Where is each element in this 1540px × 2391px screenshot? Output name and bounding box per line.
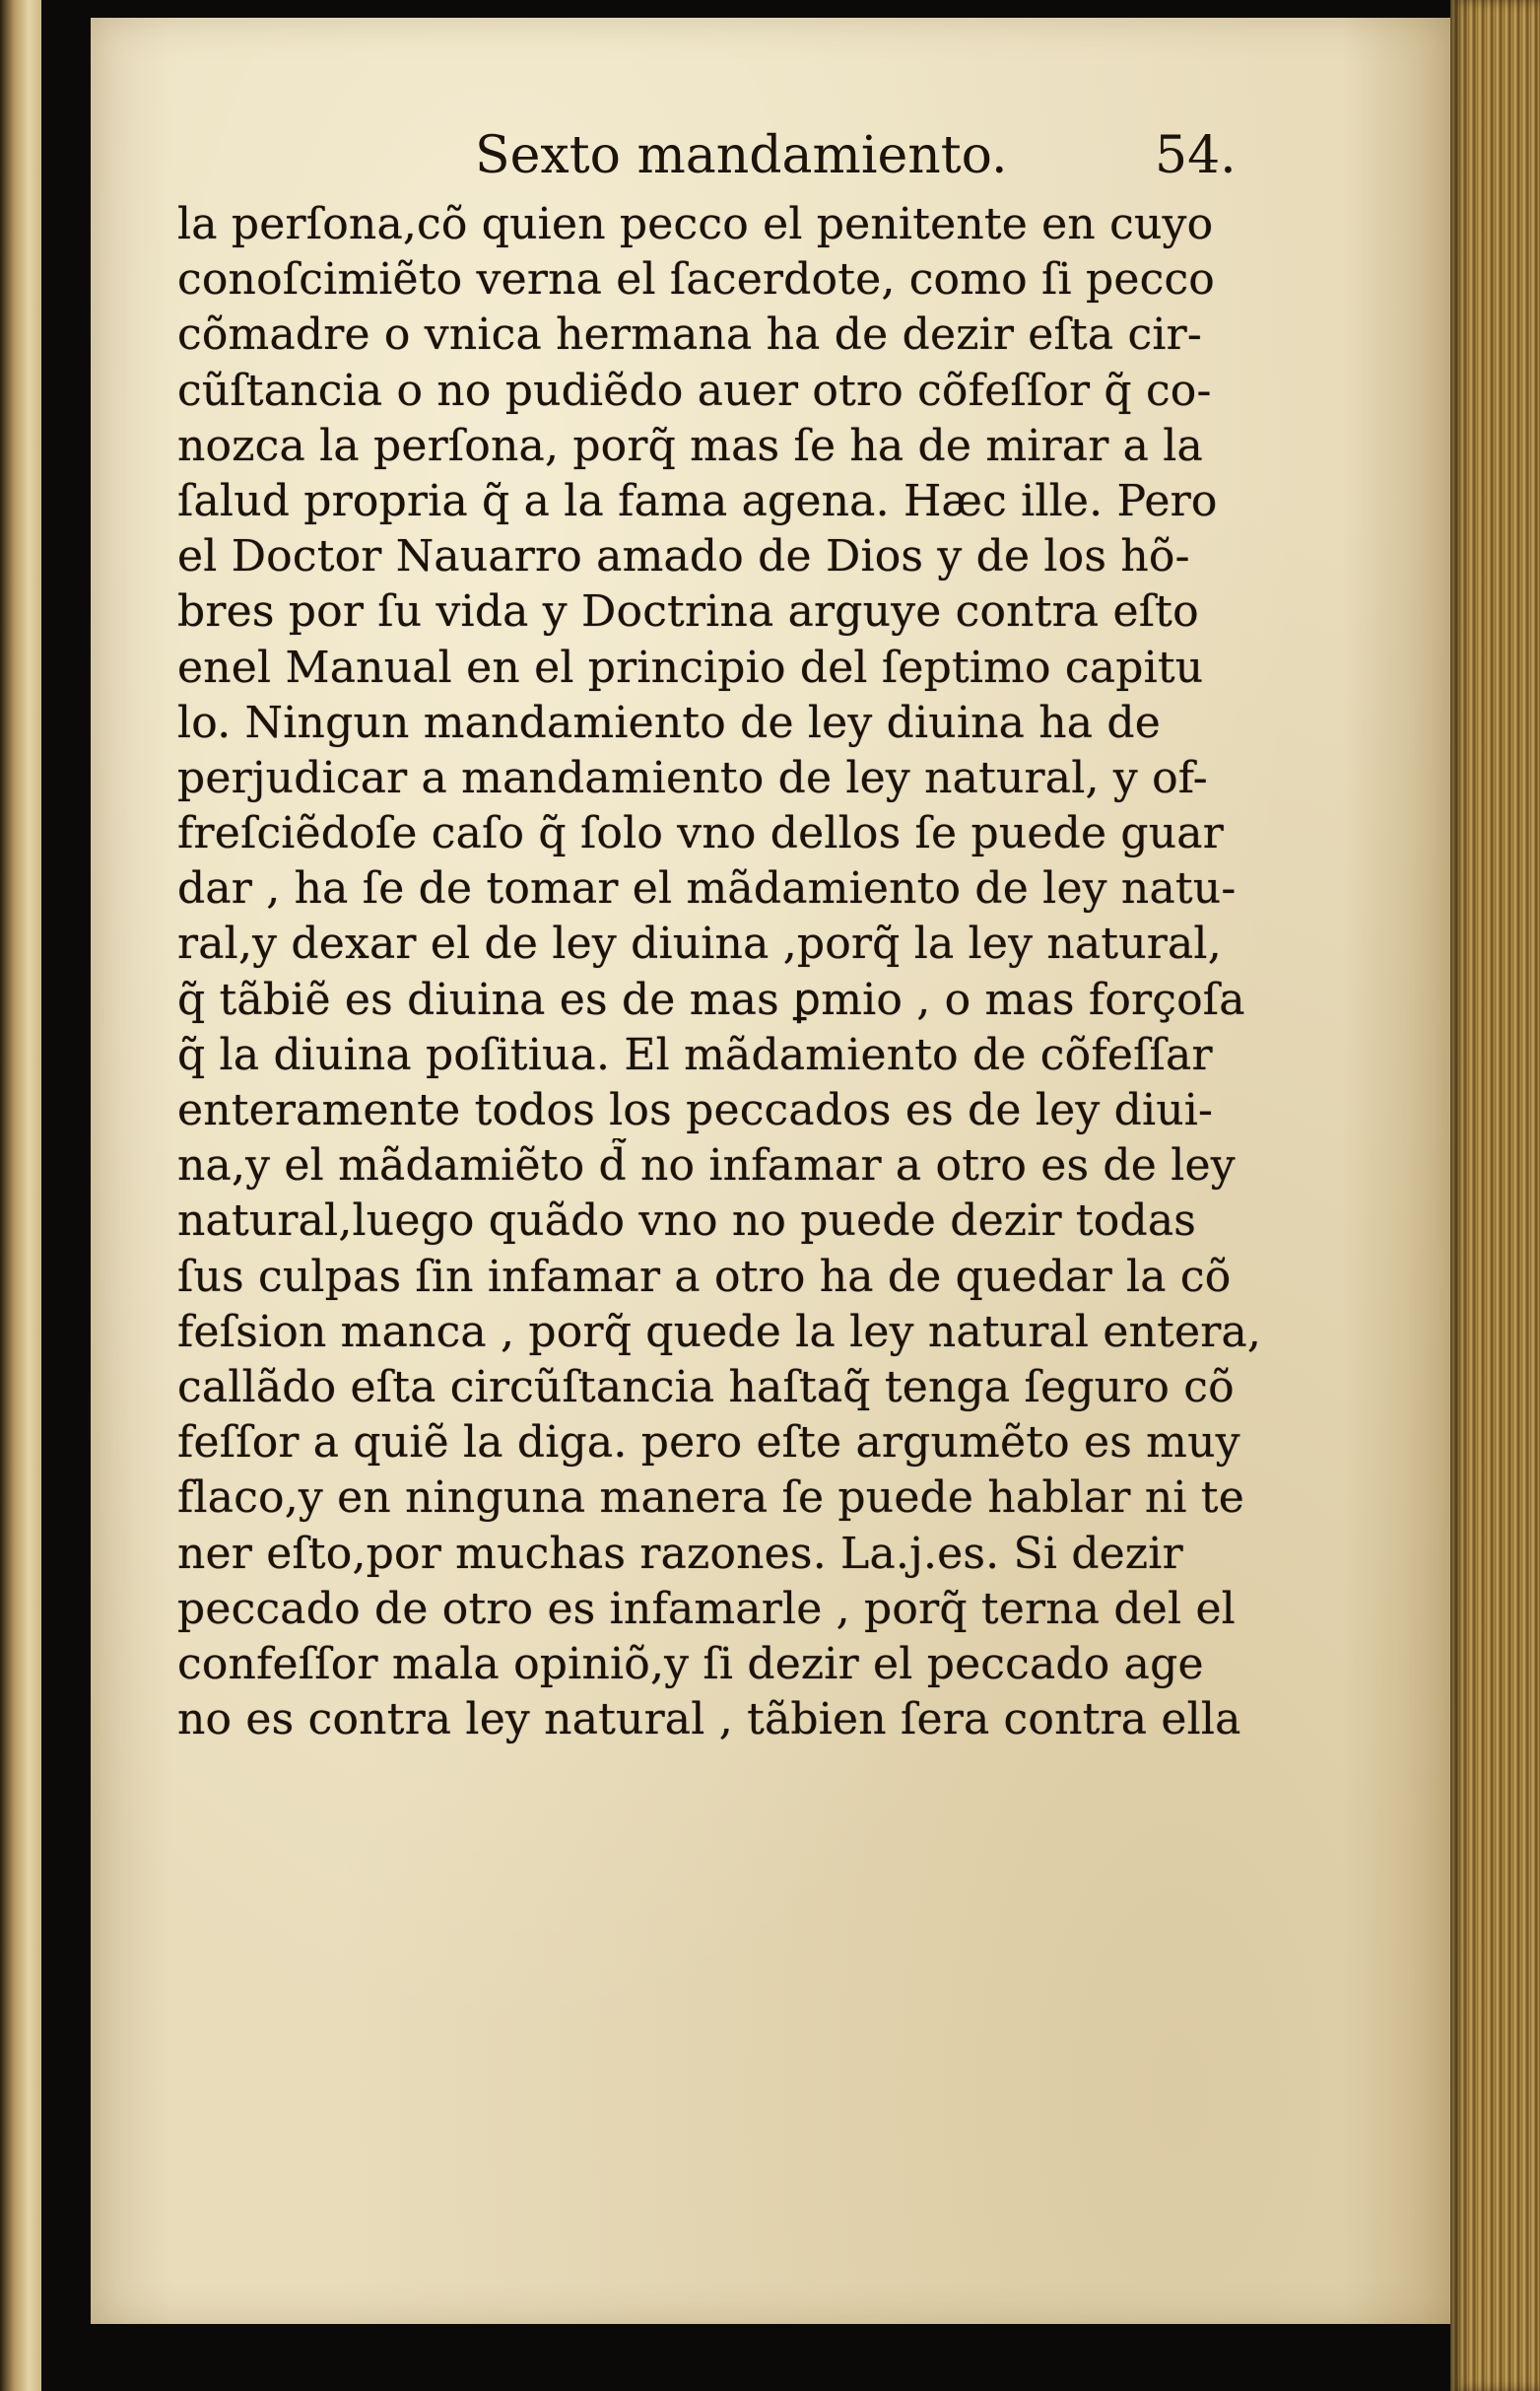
text-line: peccado de otro es infamarle , porq̃ terna del el xyxy=(177,1583,1236,1634)
folio-number: 54. xyxy=(1155,126,1237,185)
text-line: natural,luego quãdo vno no puede dezir todas xyxy=(177,1196,1197,1247)
text-line: ſalud propria q̃ a la fama agena. Hæc ille. Pero xyxy=(177,475,1218,526)
text-line: la perſona,cõ quien pecco el penitente en cuyo xyxy=(177,199,1214,249)
text-line: cõmadre o vnica hermana ha de dezir eſta cir- xyxy=(177,309,1202,361)
text-line: enteramente todos los peccados es de ley diui- xyxy=(177,1085,1214,1135)
text-line: nozca la perſona, porq̃ mas ſe ha de mirar a la xyxy=(177,420,1203,471)
body-text xyxy=(177,197,1340,1747)
text-line: callãdo eſta circũſtancia haſtaq̃ tenga ſeguro cõ xyxy=(177,1361,1235,1412)
left-page-edge xyxy=(0,0,41,2391)
text-line: feſſor a quiẽ la diga. pero eſte argumẽto es muy xyxy=(177,1417,1240,1469)
text-line: bres por ſu vida y Doctrina arguye contra eſto xyxy=(177,586,1199,638)
text-line: na,y el mãdamiẽto d̃ no infamar a otro es de ley xyxy=(177,1140,1236,1192)
text-line: ner eſto,por muchas razones. La.j.es. Si dezir xyxy=(177,1528,1183,1579)
text-line: ſus culpas ſin infamar a otro ha de quedar la cõ xyxy=(177,1251,1232,1302)
running-header xyxy=(475,126,1283,195)
text-line: freſciẽdoſe caſo q̃ ſolo vno dellos ſe puede guar xyxy=(177,808,1224,859)
page-stack-edge xyxy=(1450,0,1540,2391)
text-line: no es contra ley natural , tãbien ſera contra ella xyxy=(177,1694,1241,1745)
text-line: lo. Ningun mandamiento de ley diuina ha de xyxy=(177,697,1162,748)
text-line: conoſcimiẽto verna el ſacerdote, como ſi pecco xyxy=(177,254,1215,306)
text-line: enel Manual en el principio del ſeptimo capitu xyxy=(177,642,1204,693)
text-line: cũſtancia o no pudiẽdo auer otro cõfeſſor q̃ co- xyxy=(177,365,1212,416)
text-line: perjudicar a mandamiento de ley natural, y of- xyxy=(177,752,1208,803)
text-line: flaco,y en ninguna manera ſe puede hablar ni te xyxy=(177,1472,1244,1524)
running-head-title: Sexto mandamiento. xyxy=(475,126,1008,185)
text-line: feſsion manca , porq̃ quede la ley natural entera, xyxy=(177,1306,1262,1357)
text-line: confeſſor mala opiniõ,y ſi dezir el peccado age xyxy=(177,1638,1204,1689)
text-line: el Doctor Nauarro amado de Dios y de los hõ- xyxy=(177,531,1190,582)
text-line: q̃ la diuina poſitiua. El mãdamiento de cõfeſſar xyxy=(177,1029,1213,1080)
text-line: ral,y dexar el de ley diuina ,porq̃ la ley natural, xyxy=(177,919,1222,970)
text-line: q̃ tãbiẽ es diuina es de mas ꝑmio , o mas forçoſa xyxy=(177,974,1245,1025)
text-line: dar , ha ſe de tomar el mãdamiento de ley natu- xyxy=(177,863,1237,915)
